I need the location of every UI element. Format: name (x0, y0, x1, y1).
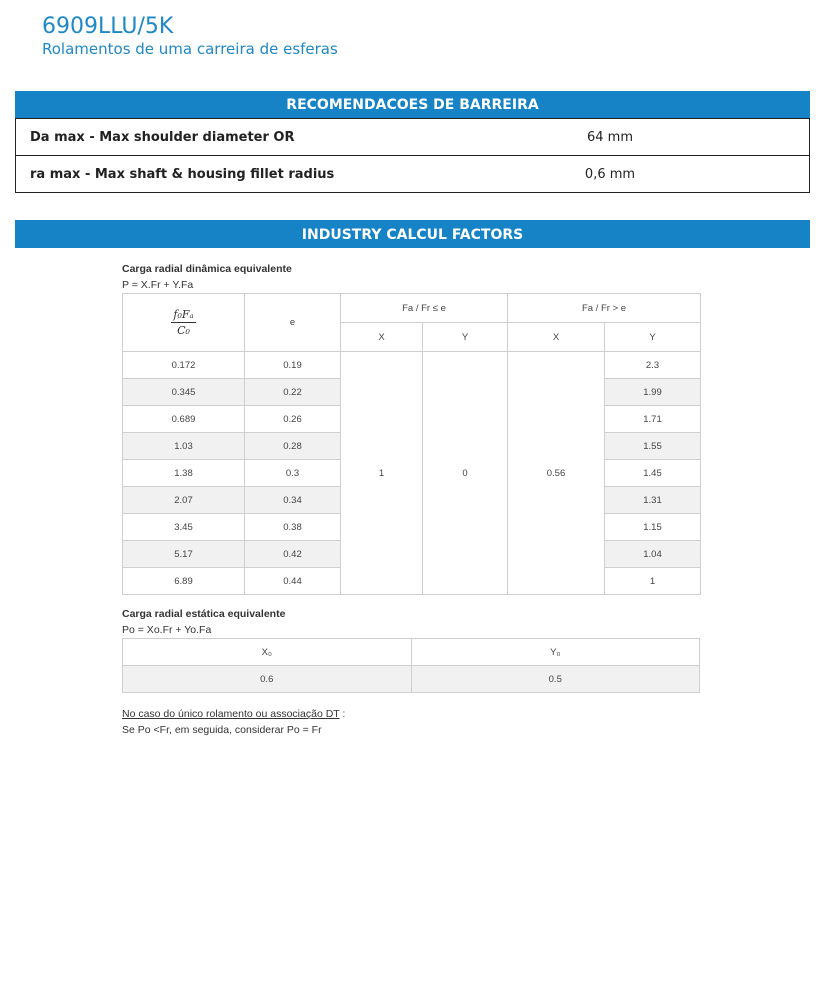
dynamic-factors-table (122, 293, 701, 595)
dynamic-load-title: Carga radial dinâmica equivalente (122, 263, 292, 275)
e-cell: 0.38 (245, 514, 341, 541)
y-gt-cell: 1.15 (605, 514, 701, 541)
row-label: Da max - Max shoulder diameter OR (16, 119, 412, 156)
y0-header: Y₀ (411, 639, 700, 666)
static-load-title: Carga radial estática equivalente (122, 608, 286, 620)
note-heading (122, 708, 345, 720)
row-value: 0,6 mm (411, 156, 810, 193)
e-header: e (245, 294, 341, 352)
table-row (16, 156, 810, 193)
row-value: 64 mm (411, 119, 810, 156)
y-gt-cell: 1.04 (605, 541, 701, 568)
static-load-formula: Po = Xo.Fr + Yo.Fa (122, 624, 212, 636)
static-factors-table (122, 638, 700, 693)
recommendations-table (15, 118, 810, 193)
y0-cell: 0.5 (411, 666, 700, 693)
e-cell: 0.19 (245, 352, 341, 379)
factors-heading: INDUSTRY CALCUL FACTORS (15, 220, 810, 248)
ratio-cell: 6.89 (123, 568, 245, 595)
y-gt-cell: 1.99 (605, 379, 701, 406)
x-gt-header: X (508, 323, 605, 352)
y-gt-cell: 1.45 (605, 460, 701, 487)
ratio-cell: 3.45 (123, 514, 245, 541)
e-cell: 0.22 (245, 379, 341, 406)
x0-cell: 0.6 (123, 666, 412, 693)
ratio-cell: 2.07 (123, 487, 245, 514)
row-label: ra max - Max shaft & housing fillet radius (16, 156, 412, 193)
y-gt-cell: 2.3 (605, 352, 701, 379)
e-cell: 0.44 (245, 568, 341, 595)
y-gt-cell: 1 (605, 568, 701, 595)
y-gt-cell: 1.55 (605, 433, 701, 460)
y-gt-cell: 1.31 (605, 487, 701, 514)
ratio-cell: 0.172 (123, 352, 245, 379)
product-title: 6909LLU/5K (42, 14, 174, 39)
ratio-denominator: C₀ (177, 324, 190, 337)
x-gt-cell: 0.56 (508, 352, 605, 595)
e-cell: 0.28 (245, 433, 341, 460)
x0-header: X₀ (123, 639, 412, 666)
group-le-header: Fa / Fr ≤ e (341, 294, 508, 323)
product-subtitle: Rolamentos de uma carreira de esferas (42, 40, 338, 58)
recommendations-heading: RECOMENDACOES DE BARREIRA (15, 91, 810, 119)
y-gt-cell: 1.71 (605, 406, 701, 433)
y-gt-header: Y (605, 323, 701, 352)
e-cell: 0.26 (245, 406, 341, 433)
ratio-numerator: f₀Fₐ (173, 308, 194, 321)
ratio-header (123, 294, 245, 352)
table-row (16, 119, 810, 156)
e-cell: 0.42 (245, 541, 341, 568)
e-cell: 0.34 (245, 487, 341, 514)
ratio-cell: 0.689 (123, 406, 245, 433)
y-le-cell: 0 (423, 352, 508, 595)
e-cell: 0.3 (245, 460, 341, 487)
ratio-cell: 0.345 (123, 379, 245, 406)
x-le-header: X (341, 323, 423, 352)
ratio-cell: 1.38 (123, 460, 245, 487)
ratio-cell: 5.17 (123, 541, 245, 568)
ratio-fraction (171, 308, 195, 337)
x-le-cell: 1 (341, 352, 423, 595)
note-colon: : (339, 708, 346, 720)
ratio-cell: 1.03 (123, 433, 245, 460)
table-row (123, 666, 700, 693)
group-gt-header: Fa / Fr > e (508, 294, 701, 323)
y-le-header: Y (423, 323, 508, 352)
dynamic-load-formula: P = X.Fr + Y.Fa (122, 279, 194, 291)
note-text: Se Po <Fr, em seguida, considerar Po = Fr (122, 724, 322, 736)
note-underlined: No caso do único rolamento ou associação DT (122, 708, 340, 720)
table-row (123, 352, 701, 379)
